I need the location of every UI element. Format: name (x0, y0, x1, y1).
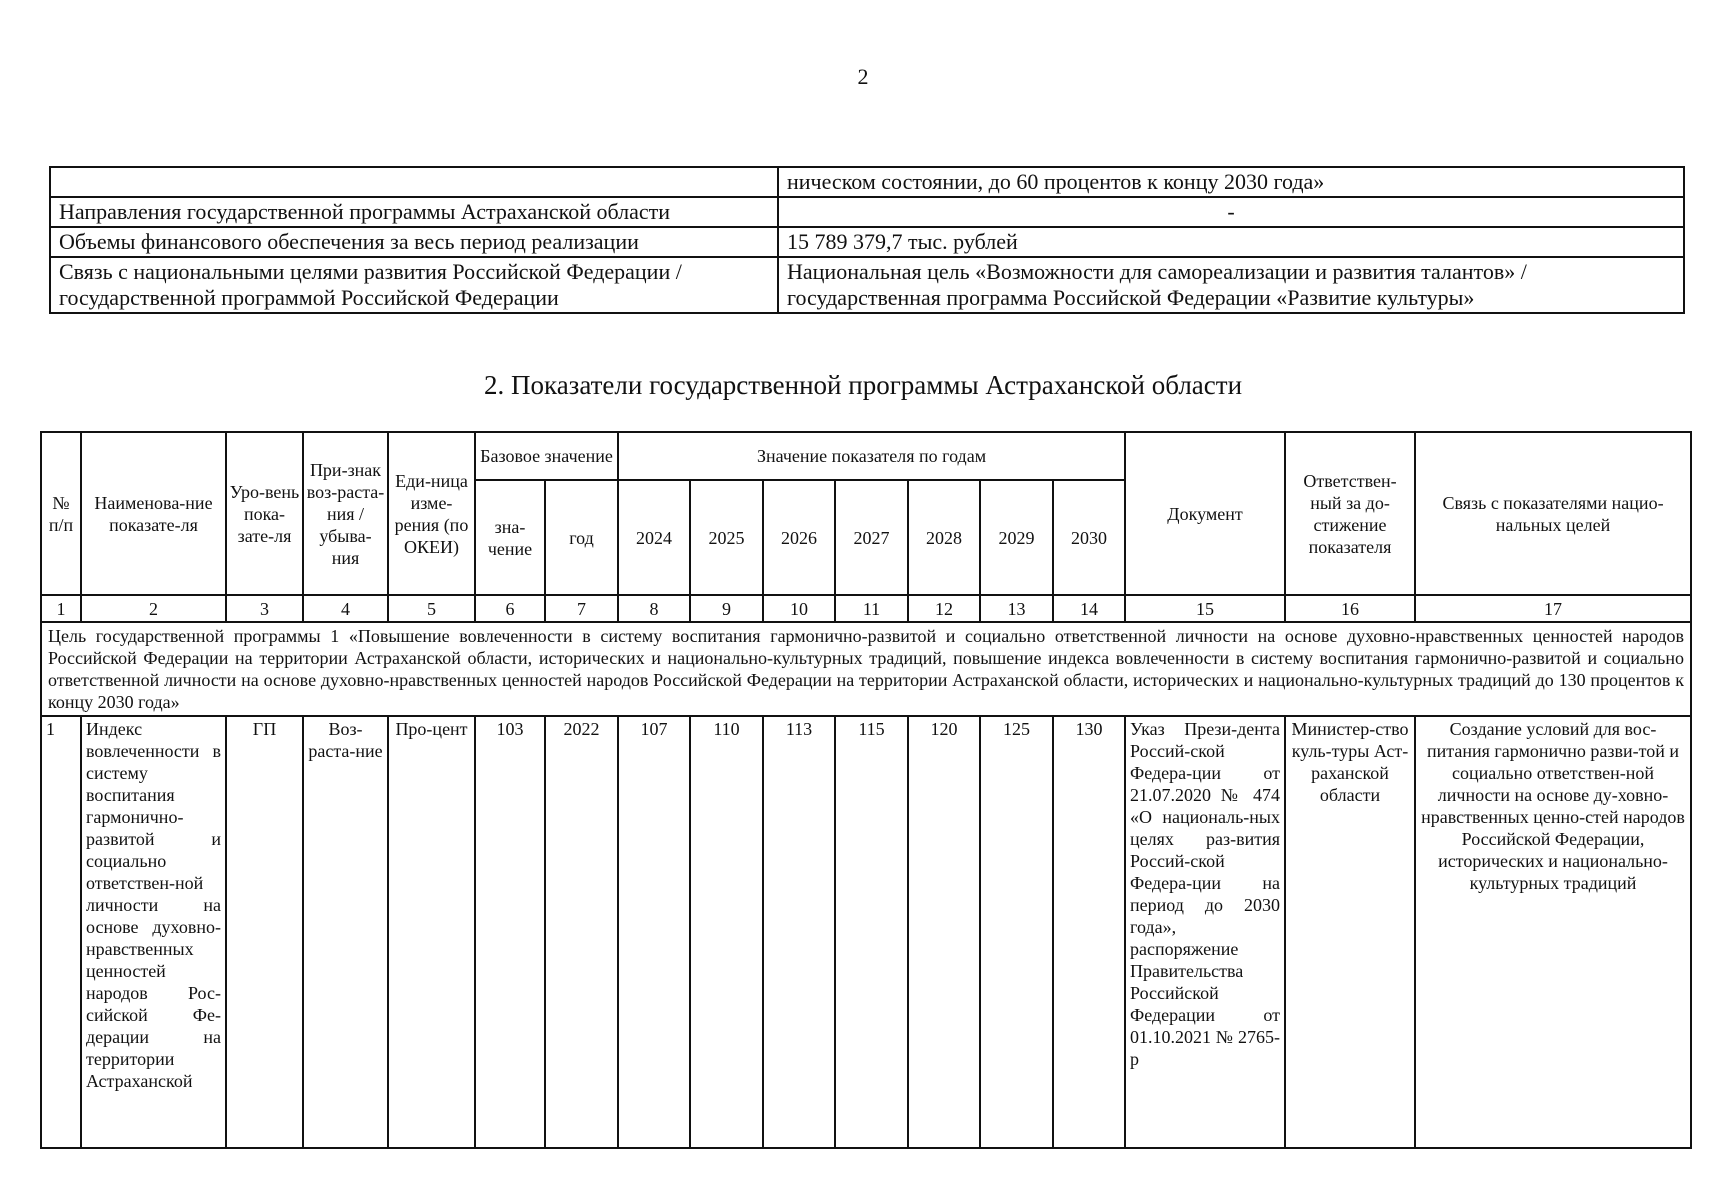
column-number: 15 (1125, 595, 1285, 622)
indicator-value-2025: 110 (690, 716, 763, 1148)
header-unit: Еди-ница изме-рения (по ОКЕИ) (388, 432, 475, 595)
column-number: 17 (1415, 595, 1691, 622)
header-link: Связь с показателями нацио-нальных целей (1415, 432, 1691, 595)
indicator-sign: Воз-раста-ние (303, 716, 388, 1148)
indicator-value-2030: 130 (1053, 716, 1125, 1148)
indicator-unit: Про-цент (388, 716, 475, 1148)
indicator-row (41, 716, 1691, 1148)
indicator-base-year: 2022 (545, 716, 618, 1148)
header-year: 2025 (690, 480, 763, 595)
column-number: 1 (41, 595, 81, 622)
passport-row (50, 227, 1684, 257)
page-number: 2 (857, 64, 869, 89)
indicator-value-2028: 120 (908, 716, 980, 1148)
header-responsible: Ответствен-ный за до-стижение показателя (1285, 432, 1415, 595)
column-number: 10 (763, 595, 835, 622)
column-number: 12 (908, 595, 980, 622)
indicators-table (40, 431, 1692, 1149)
column-number: 13 (980, 595, 1053, 622)
passport-table (49, 166, 1685, 314)
passport-label: Объемы финансового обеспечения за весь период реализации (50, 227, 778, 257)
header-level: Уро-вень пока-зате-ля (226, 432, 303, 595)
header-num: № п/п (41, 432, 81, 595)
header-by-years: Значение показателя по годам (618, 432, 1125, 480)
header-sign: При-знак воз-раста-ния / убыва-ния (303, 432, 388, 595)
column-number: 16 (1285, 595, 1415, 622)
column-numbers-row (41, 595, 1691, 622)
section-title: 2. Показатели государственной программы Астраханской области (483, 370, 1243, 400)
column-number: 3 (226, 595, 303, 622)
header-base-value: зна-чение (475, 480, 545, 595)
passport-label (50, 167, 778, 197)
passport-label: Связь с национальными целями развития Российской Федерации / государственной программой Российской Федерации (50, 257, 778, 313)
header-year: 2030 (1053, 480, 1125, 595)
passport-value: - (778, 197, 1684, 227)
indicator-level: ГП (226, 716, 303, 1148)
indicator-document (1125, 716, 1285, 1148)
column-number: 8 (618, 595, 690, 622)
passport-value: 15 789 379,7 тыс. рублей (778, 227, 1684, 257)
indicator-value-2027: 115 (835, 716, 908, 1148)
header-year: 2029 (980, 480, 1053, 595)
header-base-year: год (545, 480, 618, 595)
indicator-num: 1 (41, 716, 81, 1148)
column-number: 5 (388, 595, 475, 622)
column-number: 9 (690, 595, 763, 622)
indicator-responsible: Министер-ство куль-туры Аст-раханской области (1285, 716, 1415, 1148)
column-number: 14 (1053, 595, 1125, 622)
header-document: Документ (1125, 432, 1285, 595)
column-number: 4 (303, 595, 388, 622)
header-year: 2024 (618, 480, 690, 595)
goal-row (41, 622, 1691, 716)
header-year: 2027 (835, 480, 908, 595)
column-number: 11 (835, 595, 908, 622)
header-base: Базовое значение (475, 432, 618, 480)
indicator-name-text: Индекс вовлеченности в систему воспитания гармонично-развитой и социально ответствен-ной личности на основе духовно-нравственных ценностей народов Рос-сийской Фе-дерации на территории Астраханской (86, 719, 221, 1091)
indicator-value-2026: 113 (763, 716, 835, 1148)
indicator-value-2029: 125 (980, 716, 1053, 1148)
indicator-base-value: 103 (475, 716, 545, 1148)
indicator-value-2024: 107 (618, 716, 690, 1148)
goal-text: Цель государственной программы 1 «Повышение вовлеченности в систему воспитания гармонично-развитой и социально ответственной личности на основе духовно-нравственных ценностей народов Российской Федерации на территории Астраханской области, исторических и национально-культурных традиций, повышение индекса вовлеченности в систему воспитания гармонично-развитой и социально ответственной личности на основе духовно-нравственных ценностей народов Российской Федерации на территории Астраханской области, исторических и национально-культурных традиций до 130 процентов к концу 2030 года» (41, 622, 1691, 716)
indicator-name (81, 716, 226, 1148)
header-name: Наименова-ние показате-ля (81, 432, 226, 595)
passport-row (50, 257, 1684, 313)
header-year: 2026 (763, 480, 835, 595)
header-row (41, 432, 1691, 480)
passport-label: Направления государственной программы Астраханской области (50, 197, 778, 227)
column-number: 7 (545, 595, 618, 622)
passport-value: ническом состоянии, до 60 процентов к концу 2030 года» (778, 167, 1684, 197)
passport-row (50, 167, 1684, 197)
column-number: 6 (475, 595, 545, 622)
header-year: 2028 (908, 480, 980, 595)
passport-value: Национальная цель «Возможности для самореализации и развития талантов» / государственная программа Российской Федерации «Развитие культуры» (778, 257, 1684, 313)
indicator-document-text: Указ Прези-дента Россий-ской Федера-ции от 21.07.2020 № 474 «О националь-ных целях раз-вития Россий-ской Федера-ции на период до 2030 года», распоряжение Правительства Российской Федерации от 01.10.2021 № 2765-р (1130, 719, 1281, 1069)
column-number: 2 (81, 595, 226, 622)
passport-row (50, 197, 1684, 227)
indicator-link: Создание условий для вос-питания гармонично разви-той и социально ответствен-ной личности на основе ду-ховно-нравственных ценно-стей народов Российской Федерации, исторических и национально-культурных традиций (1415, 716, 1691, 1148)
